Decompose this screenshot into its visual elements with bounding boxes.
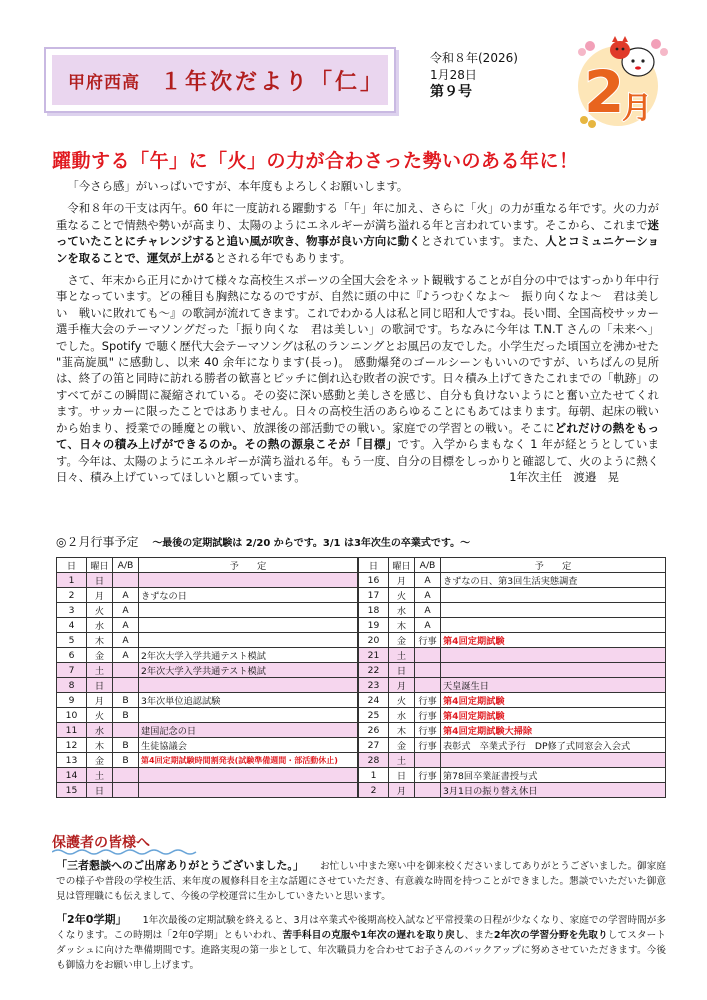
schedule-ab: 行事 xyxy=(415,633,441,648)
schedule-day: 19 xyxy=(359,618,389,633)
g2-bold-1: 苦手科目の克服や1年次の遅れを取り戻し xyxy=(282,930,465,941)
schedule-ab xyxy=(113,783,139,798)
schedule-day: 1 xyxy=(57,573,87,588)
schedule-day: 28 xyxy=(359,753,389,768)
schedule-plan xyxy=(441,618,666,633)
schedule-plan xyxy=(139,768,358,783)
schedule-ab: B xyxy=(113,738,139,753)
schedule-ab xyxy=(415,648,441,663)
schedule-day: 15 xyxy=(57,783,87,798)
schedule-plan: 建国記念の日 xyxy=(139,723,358,738)
schedule-plan: 2年次大学入学共通テスト模試 xyxy=(139,663,358,678)
schedule-weekday: 月 xyxy=(389,573,415,588)
schedule-row xyxy=(57,573,358,588)
schedule-ab: A xyxy=(113,618,139,633)
schedule-day: 22 xyxy=(359,663,389,678)
schedule-ab xyxy=(415,678,441,693)
schedule-day: 16 xyxy=(359,573,389,588)
guardians-block-1 xyxy=(56,858,666,904)
schedule-row xyxy=(57,693,358,708)
schedule-weekday: 月 xyxy=(389,678,415,693)
schedule-day: 14 xyxy=(57,768,87,783)
schedule-ab: A xyxy=(113,603,139,618)
schedule-weekday: 月 xyxy=(87,693,113,708)
schedule-ab: B xyxy=(113,753,139,768)
issue-number: 第９号 xyxy=(430,84,472,100)
headline: 躍動する「午」に「火」の力が合わさった勢いのある年に！ xyxy=(52,150,579,172)
schedule-weekday: 木 xyxy=(389,618,415,633)
p2-bold-a: 迷っていたことにチャレンジすると追い風が吹き、物事が良い方向に動く xyxy=(56,217,659,249)
schedule-plan xyxy=(139,603,358,618)
col-ab: A/B xyxy=(415,558,441,573)
schedule-row xyxy=(57,633,358,648)
newsletter-title: １年次だより「仁」 xyxy=(160,69,386,95)
schedule-plan: 第4回定期試験時間割発表(試験準備週間・部活動休止) xyxy=(139,753,358,768)
schedule-row xyxy=(57,618,358,633)
schedule-plan xyxy=(441,603,666,618)
schedule-day: 13 xyxy=(57,753,87,768)
schedule-row xyxy=(359,678,666,693)
g2-text-c: してスタートダッシュに向けた準備期間です。進路実現の第一歩として、年次職員力を合わせてお子さんのバックアップに努めさせていただきます。今後も御協力をお願い申し上げます。 xyxy=(56,930,667,971)
p2-bold-b: 人とコミュニケーションを取ることで、運気が上がる xyxy=(56,234,659,265)
schedule-weekday: 金 xyxy=(389,738,415,753)
schedule-weekday: 火 xyxy=(87,708,113,723)
schedule-weekday: 火 xyxy=(389,693,415,708)
schedule-title: ◎２月行事予定 xyxy=(56,535,139,549)
schedule-row xyxy=(359,663,666,678)
schedule-day: 10 xyxy=(57,708,87,723)
schedule-heading xyxy=(56,533,666,550)
schedule-table-left xyxy=(56,557,358,798)
schedule-ab xyxy=(113,678,139,693)
schedule-day: 12 xyxy=(57,738,87,753)
schedule-day: 7 xyxy=(57,663,87,678)
schedule-ab: B xyxy=(113,693,139,708)
g2-bold-2: 2年次の学習分野を先取り xyxy=(493,930,608,941)
schedule-plan xyxy=(441,588,666,603)
schedule-plan xyxy=(139,678,358,693)
schedule-ab xyxy=(113,573,139,588)
schedule-row xyxy=(359,618,666,633)
schedule-ab: A xyxy=(415,573,441,588)
schedule-ab: A xyxy=(113,648,139,663)
g2-label: 「2年0学期」 xyxy=(56,913,127,926)
schedule-weekday: 日 xyxy=(389,768,415,783)
schedule-plan: 第4回定期試験 xyxy=(441,708,666,723)
schedule-weekday: 日 xyxy=(87,573,113,588)
schedule-weekday: 木 xyxy=(389,723,415,738)
month-number: 2 xyxy=(584,58,625,126)
col-day: 日 xyxy=(359,558,389,573)
schedule-plan xyxy=(441,663,666,678)
col-weekday: 曜日 xyxy=(87,558,113,573)
schedule-day: 1 xyxy=(359,768,389,783)
schedule-row xyxy=(359,738,666,753)
g2-text-b: 、また xyxy=(464,930,494,941)
schedule-row xyxy=(57,783,358,798)
schedule-day: 8 xyxy=(57,678,87,693)
schedule-day: 27 xyxy=(359,738,389,753)
schedule-row xyxy=(57,768,358,783)
schedule-day: 11 xyxy=(57,723,87,738)
col-day: 日 xyxy=(57,558,87,573)
schedule-ab xyxy=(113,768,139,783)
schedule-weekday: 土 xyxy=(87,663,113,678)
schedule-day: 25 xyxy=(359,708,389,723)
schedule-ab: A xyxy=(113,588,139,603)
schedule-row xyxy=(359,783,666,798)
school-name: 甲府西高 xyxy=(68,72,140,93)
g2-text-a: 1年次最後の定期試験を終えると、3月は卒業式や後期高校入試など平常授業の日程が少なくなり、家庭での学習時間が多くなります。この時期は「2年0学期」ともいわれ、 xyxy=(56,915,666,941)
schedule-weekday: 水 xyxy=(389,708,415,723)
schedule-day: 23 xyxy=(359,678,389,693)
schedule-plan: 表彰式 卒業式予行 DP修了式同窓会入会式 xyxy=(441,738,666,753)
schedule-row xyxy=(359,768,666,783)
schedule-ab: 行事 xyxy=(415,723,441,738)
schedule-row xyxy=(359,573,666,588)
article-paragraph-3 xyxy=(56,272,659,485)
issue-date-era: 令和８年(2026) xyxy=(430,51,518,65)
schedule-row xyxy=(359,633,666,648)
p2-text-b: とされています。また、 xyxy=(420,234,546,249)
wave-underline-icon xyxy=(52,848,202,856)
schedule-row xyxy=(57,588,358,603)
schedule-plan: 天皇誕生日 xyxy=(441,678,666,693)
schedule-ab xyxy=(415,753,441,768)
schedule-plan: 3月1日の振り替え休日 xyxy=(441,783,666,798)
schedule-weekday: 水 xyxy=(389,603,415,618)
schedule-row xyxy=(57,708,358,723)
schedule-plan xyxy=(139,573,358,588)
schedule-day: 3 xyxy=(57,603,87,618)
schedule-ab: 行事 xyxy=(415,768,441,783)
p2-text-c: とされる年でもあります。 xyxy=(215,250,352,265)
g1-text: お忙しい中また寒い中を御来校くださいましてありがとうございました。御家庭での様子や普段の学校生活、来年度の履修科目を主な話題にさせていただき、有意義な時間を持つことができました。懇談でいただいた御意見は管理職にも伝えまして、今後の学校運営に生かしていきたいと思います。 xyxy=(56,861,667,902)
schedule-row xyxy=(57,678,358,693)
col-weekday: 曜日 xyxy=(389,558,415,573)
schedule-plan xyxy=(139,783,358,798)
schedule-row xyxy=(359,648,666,663)
month-char: 月 xyxy=(622,91,652,126)
schedule-ab xyxy=(113,663,139,678)
p3-text-b: です。入学からまもなく 1 年が経とうとしています。今年は、太陽のようにエネルギーが満ち溢れる年。もう一度、自分の目標をしっかりと確認して、火のように熱く日々、積み上げていってほしいと願っています。 xyxy=(56,437,660,484)
schedule-plan: 第4回定期試験大掃除 xyxy=(441,723,666,738)
schedule-weekday: 土 xyxy=(389,648,415,663)
schedule-ab xyxy=(415,663,441,678)
schedule-weekday: 金 xyxy=(87,648,113,663)
schedule-row xyxy=(57,753,358,768)
schedule-day: 24 xyxy=(359,693,389,708)
schedule-day: 18 xyxy=(359,603,389,618)
signature: 1年次主任 渡邉 晃 xyxy=(509,470,619,485)
schedule-ab: A xyxy=(415,618,441,633)
schedule-weekday: 水 xyxy=(87,723,113,738)
guardians-block-2 xyxy=(56,912,666,973)
schedule-plan: 第78回卒業証書授与式 xyxy=(441,768,666,783)
schedule-plan: 2年次大学入学共通テスト模試 xyxy=(139,648,358,663)
schedule-weekday: 月 xyxy=(389,783,415,798)
article-paragraph-1: 「今さら感」がいっぱいですが、本年度もよろしくお願いします。 xyxy=(67,179,409,193)
schedule-plan xyxy=(139,618,358,633)
schedule-plan xyxy=(441,753,666,768)
schedule-weekday: 日 xyxy=(87,783,113,798)
schedule-plan xyxy=(139,633,358,648)
schedule-row xyxy=(57,648,358,663)
schedule-row xyxy=(359,723,666,738)
schedule-table-right xyxy=(358,557,666,798)
schedule-ab xyxy=(113,723,139,738)
schedule-note: ～最後の定期試験は 2/20 からです。3/1 は3年次生の卒業式です。～ xyxy=(152,538,471,549)
schedule-ab: A xyxy=(415,603,441,618)
schedule-weekday: 木 xyxy=(87,633,113,648)
issue-info xyxy=(430,50,518,101)
schedule-plan: きずなの日 xyxy=(139,588,358,603)
schedule-day: 9 xyxy=(57,693,87,708)
schedule-day: 2 xyxy=(57,588,87,603)
schedule-ab: A xyxy=(113,633,139,648)
schedule-row xyxy=(359,603,666,618)
schedule-day: 26 xyxy=(359,723,389,738)
schedule-ab: 行事 xyxy=(415,708,441,723)
col-plan: 予 定 xyxy=(441,558,666,573)
schedule-row xyxy=(359,753,666,768)
schedule-plan: 第4回定期試験 xyxy=(441,633,666,648)
schedule-row xyxy=(359,588,666,603)
schedule-day: 6 xyxy=(57,648,87,663)
schedule-plan: 生徒協議会 xyxy=(139,738,358,753)
schedule-row xyxy=(57,738,358,753)
schedule-ab xyxy=(415,783,441,798)
schedule-weekday: 日 xyxy=(87,678,113,693)
schedule-day: 20 xyxy=(359,633,389,648)
schedule-day: 17 xyxy=(359,588,389,603)
schedule-weekday: 土 xyxy=(389,753,415,768)
schedule-weekday: 日 xyxy=(389,663,415,678)
schedule-day: 21 xyxy=(359,648,389,663)
schedule-day: 2 xyxy=(359,783,389,798)
col-plan: 予 定 xyxy=(139,558,358,573)
schedule-weekday: 木 xyxy=(87,738,113,753)
schedule-weekday: 火 xyxy=(389,588,415,603)
guardians-heading: 保護者の皆様へ xyxy=(52,835,150,851)
schedule-plan xyxy=(441,648,666,663)
g1-label: 「三者懇談へのご出席ありがとうございました。」 xyxy=(56,859,304,872)
schedule-weekday: 水 xyxy=(87,618,113,633)
newsletter-title-box xyxy=(44,47,396,113)
p3-bold: どれだけの熱をもって、日々の積み上げができるのか。その熱の源泉こそが「目標」 xyxy=(56,420,659,452)
schedule-plan: きずなの日、第3回生活実態調査 xyxy=(441,573,666,588)
schedule-row xyxy=(57,663,358,678)
schedule-weekday: 金 xyxy=(389,633,415,648)
title-inner xyxy=(52,55,388,105)
schedule-weekday: 月 xyxy=(87,588,113,603)
schedule-weekday: 土 xyxy=(87,768,113,783)
issue-date: 1月28日 xyxy=(430,68,477,82)
schedule-rows-left xyxy=(57,573,358,798)
schedule-ab: 行事 xyxy=(415,693,441,708)
article-paragraph-2 xyxy=(56,200,659,266)
schedule-day: 4 xyxy=(57,618,87,633)
p3-text-a: さて、年末から正月にかけて様々な高校生スポーツの全国大会をネット観戦することが自分の中ではすっかり年中行事となっています。どの種目も胸熱になるのですが、自然に頭の中に『♪うつむくなよ～ 振り向くなよ～ 君は美しい 戦いに敗れても～』の歌詞が流れてきます。これでわかる人は私と同じ昭和人ですね。長い間、全国高校サッカー選手権大会のテーマソングだった「振り向くな 君は美しい」の歌詞です。ちなみに今年は T.N.T さんの「未来へ」でした。Spotify で聴く歴代大会テーマソングは私のランニングとお風呂の友でした。小学生だった頃国立を沸かせた "韮高旋風" に感動し、以来 40 余年になります(長っ)。 感動爆発のゴールシーンもいいのですが、いちばんの見所は、終了の笛と同時に訪れる勝者の歓喜とピッチに倒れ込む敗者の涙です。日々積み上げてきたこれまでの「軌跡」のすべてがこの瞬間に凝縮されている。その姿に深い感動と美しさを感じ、自分も負けないようにと奮い立たせてくれます。サッカーに限ったことではありません。日々の高校生活のあらゆることにもあてはまります。毎朝、起床の戦いから始まり、授業での睡魔との戦い、放課後の部活動での戦い。家庭での学習との戦い。そこに xyxy=(56,273,659,435)
schedule-row xyxy=(57,603,358,618)
schedule-plan xyxy=(139,708,358,723)
schedule-day: 5 xyxy=(57,633,87,648)
schedule-plan: 第4回定期試験 xyxy=(441,693,666,708)
col-ab: A/B xyxy=(113,558,139,573)
schedule-ab: 行事 xyxy=(415,738,441,753)
schedule-row xyxy=(359,693,666,708)
schedule-plan: 3年次単位追認試験 xyxy=(139,693,358,708)
schedule-row xyxy=(359,708,666,723)
schedule-ab: A xyxy=(415,588,441,603)
february-badge-icon xyxy=(560,30,670,130)
schedule-rows-right xyxy=(359,573,666,798)
article-body xyxy=(56,178,659,486)
schedule-weekday: 金 xyxy=(87,753,113,768)
p2-text-a: 令和８年の干支は丙午。60 年に一度訪れる躍動する「午」年に加え、さらに「火」の力が重なる年です。火の力が重なることで情熱や勢いが高まり、太陽のようにエネルギーが満ち溢れる年と言われています。そこから、これまで xyxy=(56,201,659,232)
schedule-ab: B xyxy=(113,708,139,723)
schedule-row xyxy=(57,723,358,738)
schedule-weekday: 火 xyxy=(87,603,113,618)
